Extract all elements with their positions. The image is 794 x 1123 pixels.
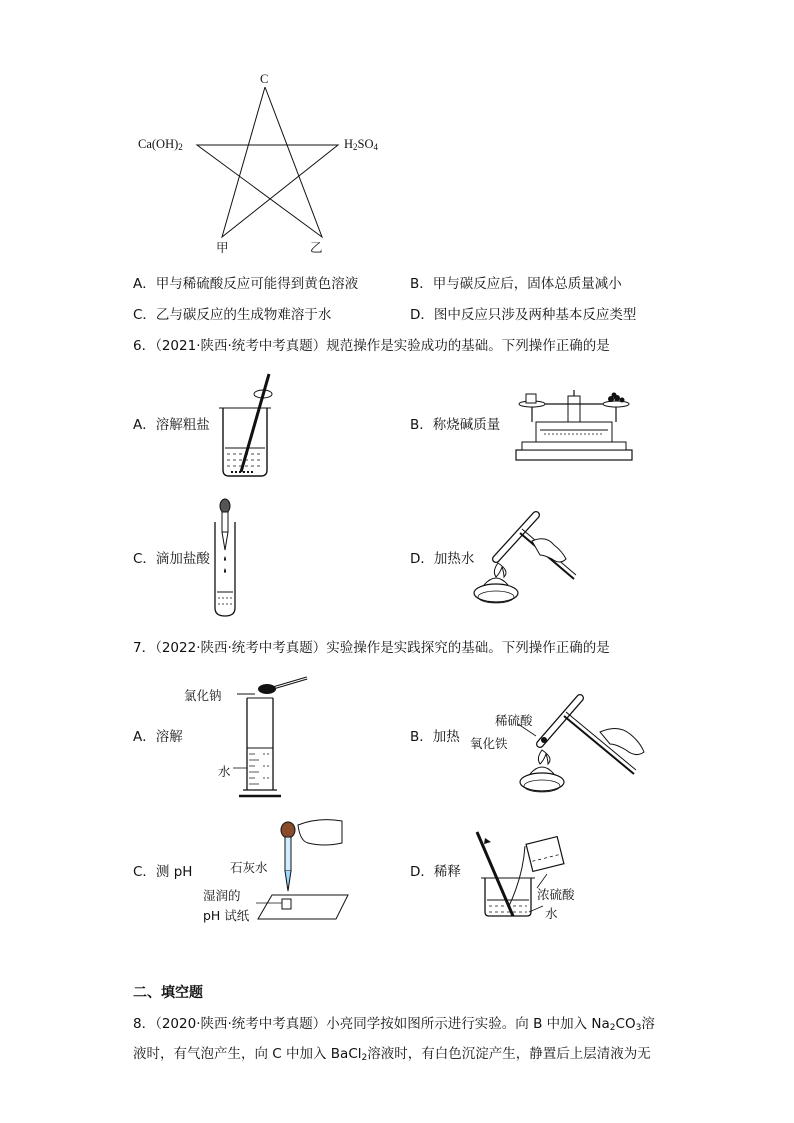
dilution-illustration — [473, 828, 573, 923]
q6-option-c: C．滴加盐酸 — [133, 551, 210, 567]
test-tube-heating-illustration — [522, 690, 652, 800]
star-label-bottom-left: 甲 — [216, 240, 229, 255]
q6-option-b: B．称烧碱质量 — [410, 417, 501, 433]
q7-option-d: D．稀释 — [410, 864, 461, 880]
q6-option-a: A．溶解粗盐 — [133, 417, 210, 433]
q7-d-label-water: 水 — [545, 906, 558, 921]
beaker-glass-rod-illustration — [215, 370, 275, 480]
q7-a-label-water: 水 — [218, 764, 231, 779]
q7-d-label-concentrated-sulfuric-acid: 浓硫酸 — [537, 887, 575, 902]
star-label-left: $Ca(OH)_2$ — [138, 137, 183, 152]
q5-option-c: C．乙与碳反应的生成物难溶于水 — [133, 307, 332, 323]
q7-b-label-iron-oxide: 氧化铁 — [470, 736, 508, 751]
q8-line-1: 8．（2020·陕西·统考中考真题）小亮同学按如图所示进行实验。向 B 中加入 $Na_2CO_3$溶 — [133, 1016, 655, 1033]
q7-c-label-ph-paper: pH 试纸 — [203, 908, 250, 923]
alcohol-lamp-heating-illustration — [470, 505, 580, 610]
q5-option-d: D．图中反应只涉及两种基本反应类型 — [410, 307, 637, 323]
q5-option-b: B．甲与碳反应后，固体总质量减小 — [410, 276, 622, 292]
q7-a-label-sodium-chloride: 氯化钠 — [184, 688, 222, 703]
star-label-top: C — [260, 72, 269, 86]
star-label-right: $H_2SO_4$ — [344, 137, 379, 152]
q5-option-a: A．甲与稀硫酸反应可能得到黄色溶液 — [133, 276, 359, 292]
q7-option-a: A．溶解 — [133, 729, 183, 745]
q7-stem: 7．（2022·陕西·统考中考真题）实验操作是实践探究的基础。下列操作正确的是 — [133, 640, 610, 656]
balance-scale-illustration — [514, 388, 634, 463]
q7-option-b: B．加热 — [410, 729, 460, 745]
q6-stem: 6．（2021·陕西·统考中考真题）规范操作是实验成功的基础。下列操作正确的是 — [133, 338, 610, 354]
graduated-cylinder-illustration — [225, 676, 315, 801]
star-label-bottom-right: 乙 — [310, 240, 323, 255]
q7-b-label-dilute-sulfuric-acid: 稀硫酸 — [495, 713, 533, 728]
q6-option-d: D．加热水 — [410, 551, 475, 567]
ph-test-illustration — [258, 815, 358, 925]
q7-c-label-limewater: 石灰水 — [230, 860, 268, 875]
dropper-test-tube-illustration — [210, 498, 240, 618]
q7-option-c: C．测 pH — [133, 864, 193, 880]
section-title: 二、填空题 — [133, 985, 203, 1001]
q7-c-label-moist: 湿润的 — [203, 888, 241, 903]
q8-line-2: 液时，有气泡产生，向 C 中加入 BaCl$_2$溶液时，有白色沉淀产生，静置后上层清液为无 — [133, 1046, 651, 1063]
